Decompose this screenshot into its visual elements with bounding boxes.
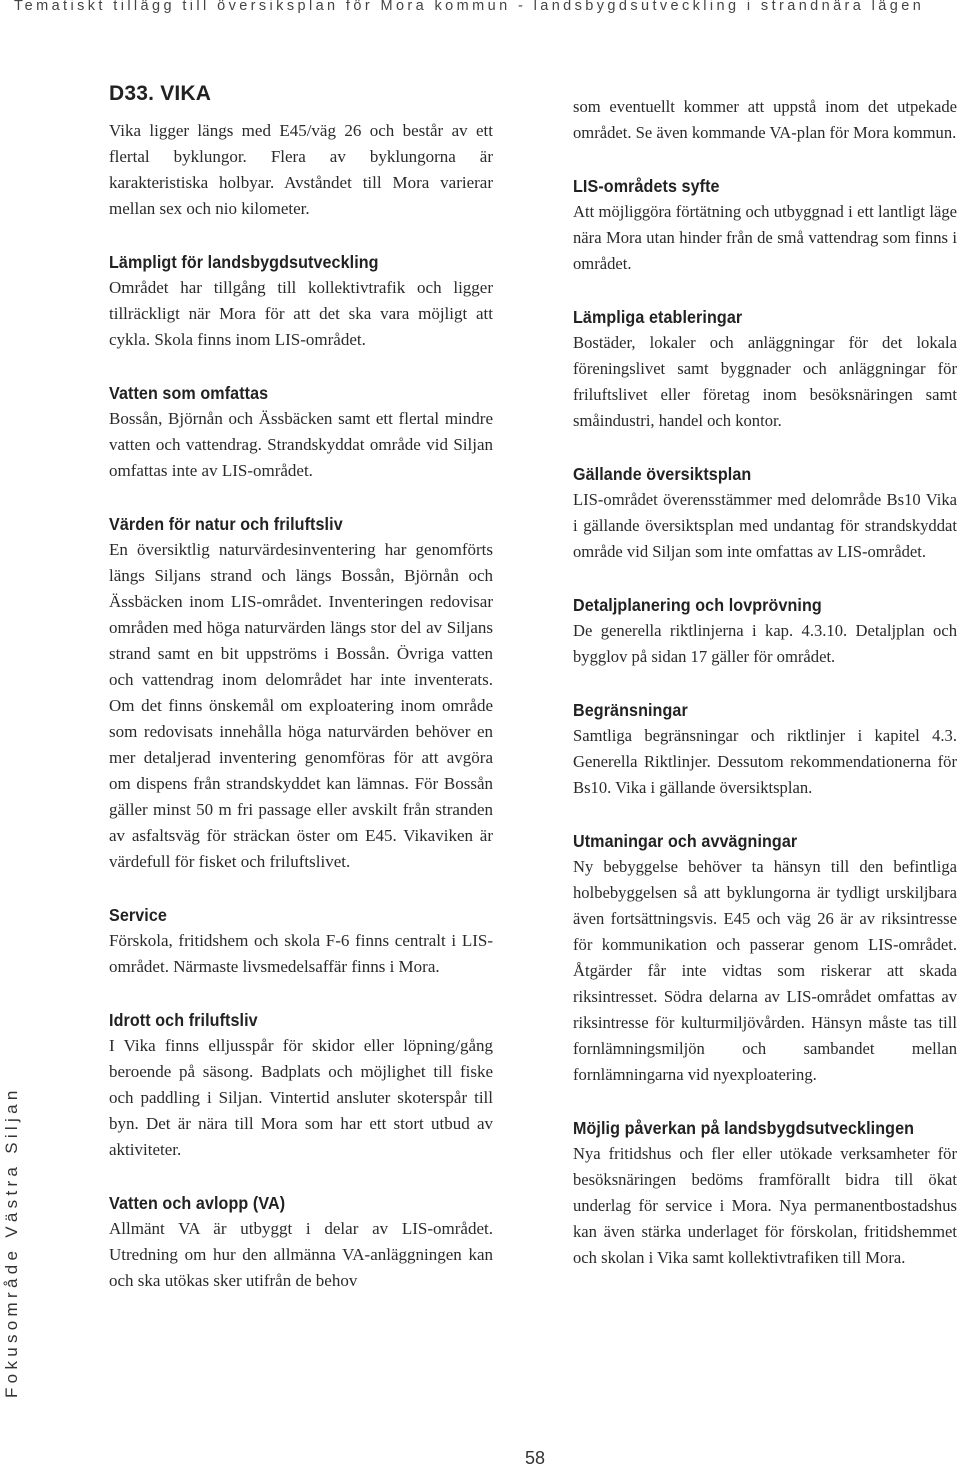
page-number: 58: [524, 1448, 546, 1468]
section-heading: Idrott och friluftsliv: [109, 1010, 258, 1030]
section-body: Ny bebyggelse behöver ta hänsyn till den befintliga holbebyggelsen så att byklungorna är tydligt urskiljbara även fortsättningsvis. E45 och väg 26 är av riksintresse för kommunikation och passerar genom LIS-området. Åtgärder får inte vidtas som riskerar att skada riksintresset. Södra delarna av LIS-området omfattas av riksintresse för kulturmiljövården. Hänsyn måste tas till fornlämningsmiljön och sambandet mellan fornlämningarna vid nyexploatering.: [573, 857, 957, 1084]
section-body: Området har tillgång till kollektivtrafik och ligger tillräckligt när Mora för att det ska vara möjligt att cykla. Skola finns inom LIS-området.: [109, 278, 493, 349]
section-body: Nya fritidshus och fler eller utökade verksamheter för besöksnäringen bedöms framförallt bidra till ökat underlag för service i Mora. Nya permanentbostadshus kan även stärka underlaget för förskolan, fritidshemmet och skolan i Vika samt kollektivtrafiken till Mora.: [573, 1144, 957, 1267]
section-heading: Begränsningar: [573, 700, 688, 720]
section-heading: Gällande översiktsplan: [573, 464, 752, 484]
section-syfte: [573, 176, 957, 277]
section-heading: Lämpliga etableringar: [573, 307, 743, 327]
section-body: Samtliga begränsningar och riktlinjer i kapitel 4.3. Generella Riktlinjer. Dessutom rekommendationerna för Bs10. Vika i gällande översiktsplan.: [573, 726, 957, 797]
section-utmaningar: [573, 831, 957, 1088]
section-heading: Detaljplanering och lovprövning: [573, 595, 822, 615]
section-heading: Värden för natur och friluftsliv: [109, 514, 343, 534]
side-label: Fokusområde Västra Siljan: [2, 1086, 21, 1398]
section-body: Att möjliggöra förtätning och utbyggnad i ett lantligt läge nära Mora utan hinder från de små vattendrag som finns i området.: [573, 202, 957, 273]
section-body: Bostäder, lokaler och anläggningar för det lokala föreningslivet samt byggnader och anläggningar för friluftslivet eller företag inom besöksnäringen samt småindustri, handel och kontor.: [573, 333, 957, 430]
continuation-section: [573, 94, 957, 146]
section-oversiktsplan: [573, 464, 957, 565]
section-idrott: [109, 1010, 493, 1163]
page-number-wrap: [0, 1448, 960, 1469]
section-body: Förskola, fritidshem och skola F-6 finns centralt i LIS-området. Närmaste livsmedelsaffär finns i Mora.: [109, 931, 493, 976]
section-lampligt: [109, 252, 493, 353]
section-heading: Vatten som omfattas: [109, 383, 269, 403]
section-begransningar: [573, 700, 957, 801]
left-column: [109, 82, 493, 1324]
page-title: D33. VIKA: [109, 82, 212, 105]
section-heading: Lämpligt för landsbygdsutveckling: [109, 252, 379, 272]
continuation-text: som eventuellt kommer att uppstå inom det utpekade området. Se även kommande VA-plan för Mora kommun.: [573, 97, 957, 142]
section-va: [109, 1193, 493, 1294]
section-body: De generella riktlinjerna i kap. 4.3.10. Detaljplan och bygglov på sidan 17 gäller för området.: [573, 621, 957, 666]
section-detaljplanering: [573, 595, 957, 670]
section-etableringar: [573, 307, 957, 434]
section-service: [109, 905, 493, 980]
section-varden: [109, 514, 493, 875]
right-column: [573, 94, 957, 1301]
section-vatten: [109, 383, 493, 484]
section-heading: Utmaningar och avvägningar: [573, 831, 798, 851]
section-paverkan: [573, 1118, 957, 1271]
section-heading: Service: [109, 905, 167, 925]
section-body: I Vika finns elljusspår för skidor eller löpning/gång beroende på säsong. Badplats och möjlighet till fiske och paddling i Siljan. Vintertid ansluter skoterspår till byn. Det är nära till Mora som har ett stort utbud av aktiviteter.: [109, 1036, 493, 1159]
section-body: En översiktlig naturvärdesinventering har genomförts längs Siljans strand och längs Bossån, Björnån och Ässbäcken inom LIS-området. Inventeringen redovisar områden med höga naturvärden längs stor del av Siljans strand samt en bit uppströms i Bossån. Övriga vatten och vattendrag inom delområdet har inte inventerats. Om det finns önskemål om exploatering inom område som redovisats innehålla höga naturvärden behöver en mer detaljerad inventering genomföras för att avgöra om dispens från strandskyddet kan lämnas. För Bossån gäller minst 50 m fri passage eller avskilt från stranden av asfaltsväg för sträckan öster om E45. Vikaviken är värdefull för fisket och friluftslivet.: [109, 540, 493, 871]
section-heading: Vatten och avlopp (VA): [109, 1193, 286, 1213]
section-body: LIS-området överensstämmer med delområde Bs10 Vika i gällande översiktsplan med undantag för strandskyddat område vid Siljan som inte omfattas av LIS-området.: [573, 490, 957, 561]
intro-text: Vika ligger längs med E45/väg 26 och består av ett flertal byklungor. Flera av byklungorna är karakteristiska holbyar. Avståndet till Mora varierar mellan sex och nio kilometer.: [109, 121, 493, 218]
intro-section: [109, 118, 493, 222]
section-body: Allmänt VA är utbyggt i delar av LIS-området. Utredning om hur den allmänna VA-anläggningen kan och ska utökas sker utifrån de behov: [109, 1219, 493, 1290]
section-heading: LIS-områdets syfte: [573, 176, 720, 196]
running-header: Tematiskt tillägg till översiksplan för Mora kommun - landsbygdsutveckling i strandnära lägen: [14, 0, 925, 14]
section-body: Bossån, Björnån och Ässbäcken samt ett flertal mindre vatten och vattendrag. Strandskyddat område vid Siljan omfattas inte av LIS-området.: [109, 409, 493, 480]
section-heading: Möjlig påverkan på landsbygdsutvecklingen: [573, 1118, 915, 1138]
